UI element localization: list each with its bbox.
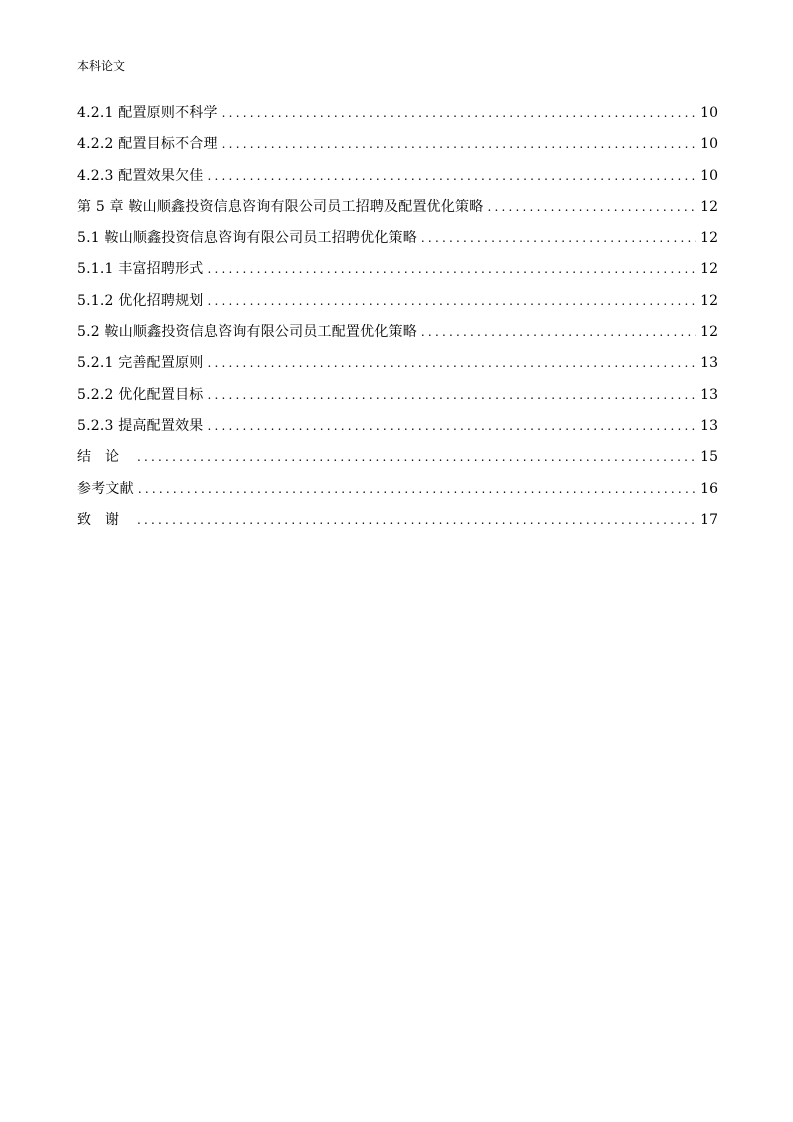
toc-entry-chapter-5[interactable] xyxy=(77,192,718,223)
toc-entry-title: 5.1.2 优化招聘规划 xyxy=(77,292,204,309)
toc-leader-dots xyxy=(138,474,696,505)
toc-entry-title: 结论 xyxy=(77,449,133,466)
toc-leader-dots xyxy=(487,192,696,223)
toc-entry-5-2-1[interactable] xyxy=(77,348,718,379)
toc-entry-4-2-3[interactable] xyxy=(77,161,718,192)
toc-entry-title: 5.2 鞍山顺鑫投资信息咨询有限公司员工配置优化策略 xyxy=(77,324,417,341)
toc-entry-title: 4.2.3 配置效果欠佳 xyxy=(77,167,204,184)
toc-entry-page: 10 xyxy=(700,105,718,121)
toc-leader-dots xyxy=(222,98,696,129)
toc-entry-conclusion[interactable] xyxy=(77,442,718,473)
toc-entry-5-1-2[interactable] xyxy=(77,286,718,317)
toc-entry-title: 4.2.2 配置目标不合理 xyxy=(77,136,218,153)
toc-leader-dots xyxy=(207,161,696,192)
toc-entry-page: 13 xyxy=(700,417,718,434)
toc-entry-page: 13 xyxy=(700,355,718,372)
toc-leader-dots xyxy=(207,380,696,411)
toc-entry-page: 12 xyxy=(700,198,718,215)
toc-entry-5-2[interactable] xyxy=(77,317,718,348)
toc-leader-dots xyxy=(207,254,696,285)
toc-entry-page: 15 xyxy=(700,449,718,466)
toc-entry-4-2-2[interactable] xyxy=(77,129,718,160)
toc-entry-5-1[interactable] xyxy=(77,223,718,254)
toc-entry-title: 5.1.1 丰富招聘形式 xyxy=(77,261,204,278)
toc-entry-5-1-1[interactable] xyxy=(77,254,718,285)
toc-entry-page: 12 xyxy=(700,261,718,278)
toc-entry-page: 12 xyxy=(700,230,718,247)
toc-entry-title: 5.2.3 提高配置效果 xyxy=(77,417,204,434)
toc-entry-5-2-2[interactable] xyxy=(77,380,718,411)
table-of-contents xyxy=(77,98,718,536)
toc-entry-page: 12 xyxy=(700,324,718,341)
toc-entry-title: 5.2.2 优化配置目标 xyxy=(77,386,204,403)
toc-leader-dots xyxy=(421,223,696,254)
toc-leader-dots xyxy=(137,505,696,536)
toc-entry-page: 16 xyxy=(700,480,718,497)
toc-leader-dots xyxy=(222,129,696,160)
toc-entry-title: 5.1 鞍山顺鑫投资信息咨询有限公司员工招聘优化策略 xyxy=(77,230,417,247)
toc-entry-title: 第 5 章 鞍山顺鑫投资信息咨询有限公司员工招聘及配置优化策略 xyxy=(77,198,484,215)
toc-entry-4-2-1[interactable] xyxy=(77,98,718,129)
toc-leader-dots xyxy=(421,317,696,348)
toc-entry-page: 10 xyxy=(700,167,718,184)
toc-entry-title: 4.2.1 配置原则不科学 xyxy=(77,105,218,121)
toc-leader-dots xyxy=(137,442,696,473)
toc-entry-title: 致谢 xyxy=(77,511,133,528)
toc-entry-5-2-3[interactable] xyxy=(77,411,718,442)
toc-leader-dots xyxy=(207,286,696,317)
toc-entry-page: 10 xyxy=(700,136,718,153)
toc-entry-references[interactable] xyxy=(77,474,718,505)
toc-entry-page: 17 xyxy=(700,511,718,528)
toc-leader-dots xyxy=(207,348,696,379)
toc-entry-title: 参考文献 xyxy=(77,480,134,497)
toc-entry-page: 12 xyxy=(700,292,718,309)
document-header: 本科论文 xyxy=(77,59,126,73)
toc-entry-page: 13 xyxy=(700,386,718,403)
toc-leader-dots xyxy=(207,411,696,442)
toc-entry-acknowledgements[interactable] xyxy=(77,505,718,536)
toc-entry-title: 5.2.1 完善配置原则 xyxy=(77,355,204,372)
